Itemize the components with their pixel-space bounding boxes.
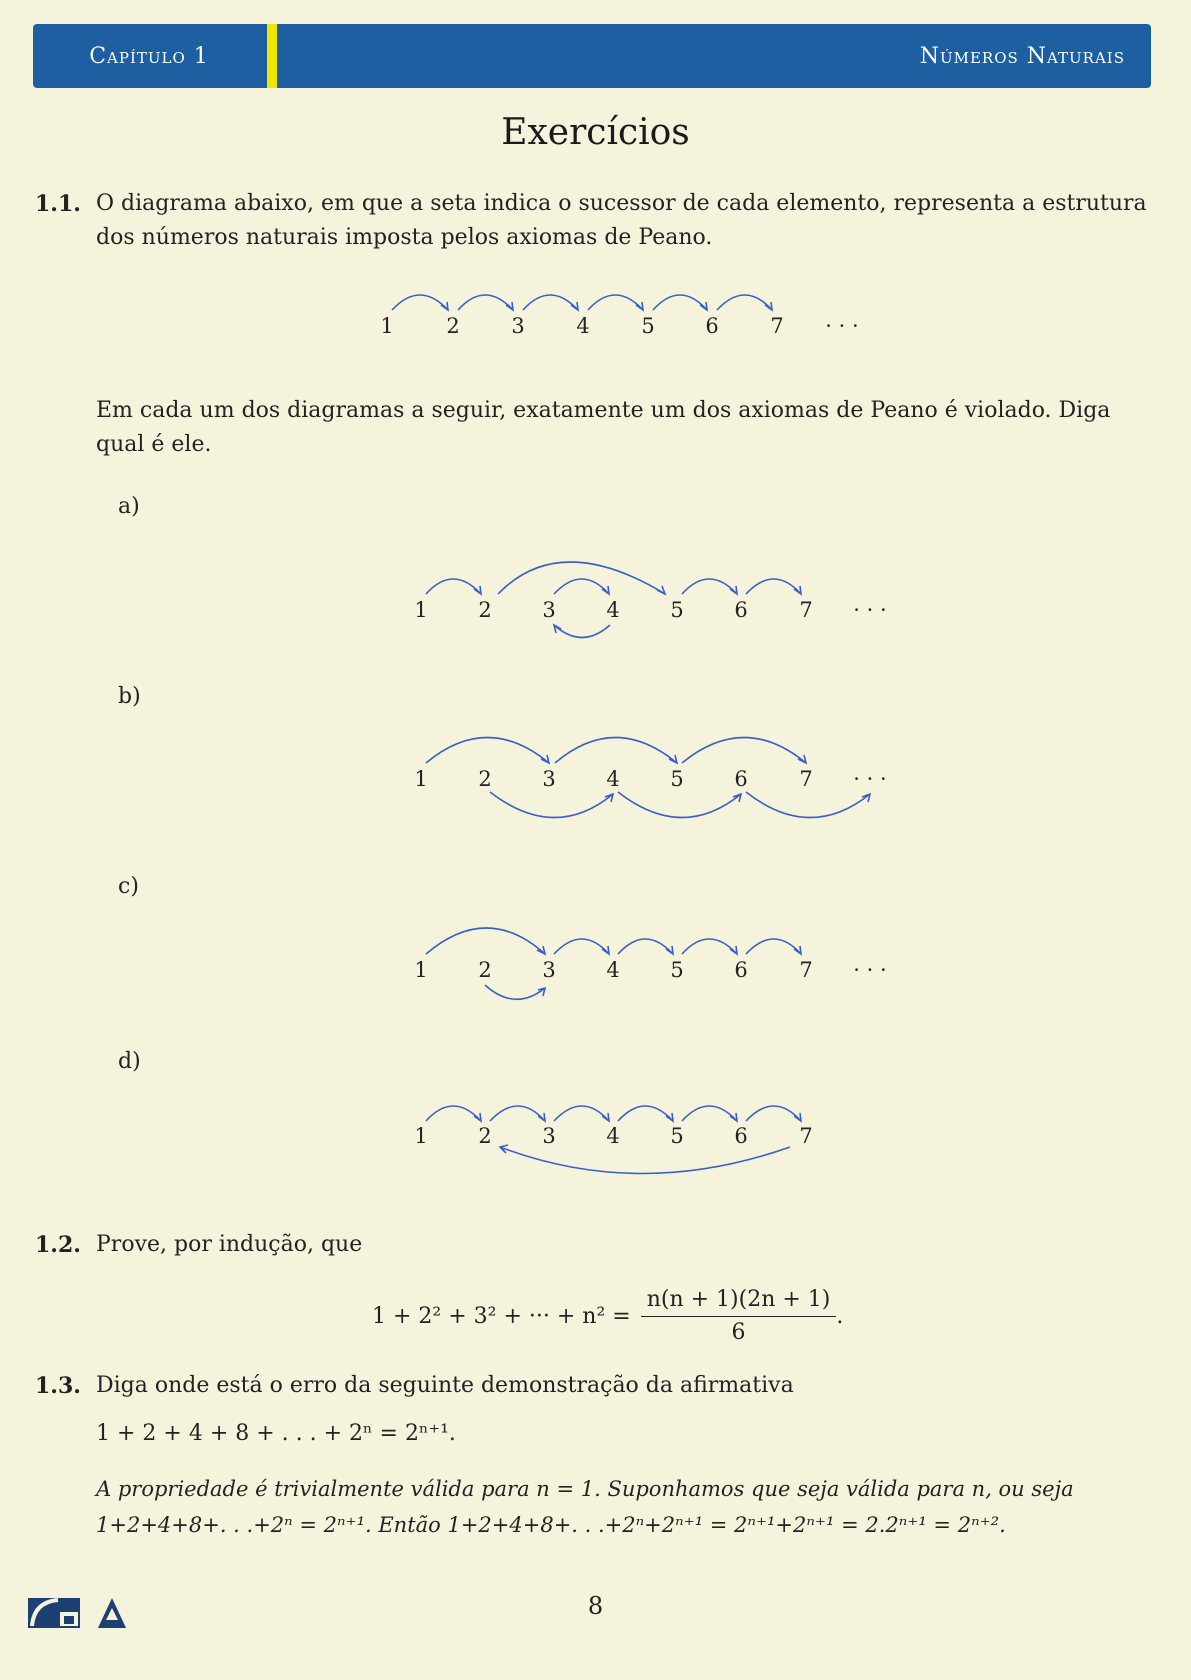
diagram-number: 1 [414, 767, 428, 791]
peano-diagram-b [0, 720, 1191, 830]
successor-arrow [618, 792, 741, 818]
section-label: Números Naturais [919, 43, 1125, 69]
diagram-number: 3 [542, 767, 556, 791]
diagram-number: 2 [478, 598, 492, 622]
peano-diagram-main [0, 280, 1191, 350]
successor-arrow [717, 295, 772, 310]
successor-arrow [653, 295, 707, 310]
formula-numerator: n(n + 1)(2n + 1) [641, 1284, 837, 1317]
diagram-label-a: a) [118, 494, 140, 519]
diagram-number: 5 [670, 598, 684, 622]
successor-arrow [682, 1106, 737, 1121]
successor-arrow [618, 939, 673, 954]
diagram-number: 5 [670, 958, 684, 982]
diagram-number: 3 [542, 1124, 556, 1148]
diagram-number: 6 [734, 1124, 748, 1148]
successor-arrow [523, 295, 578, 310]
successor-arrow [746, 1106, 801, 1121]
successor-arrow [554, 579, 609, 594]
exercise-1-3-statement: 1 + 2 + 4 + 8 + . . . + 2ⁿ = 2ⁿ⁺¹. [96, 1421, 456, 1446]
diagram-ellipsis: · · · [853, 767, 887, 791]
successor-arrow [746, 579, 801, 594]
successor-arrow [458, 295, 513, 310]
page-title: Exercícios [501, 112, 690, 153]
exercise-1-2-text: Prove, por indução, que [96, 1232, 363, 1257]
exercise-1-2-number: 1.2. [35, 1232, 81, 1258]
diagram-number: 2 [446, 314, 460, 338]
successor-arrow [498, 562, 665, 594]
diagram-number: 5 [670, 1124, 684, 1148]
successor-arrow [618, 1106, 673, 1121]
diagram-ellipsis: · · · [825, 314, 859, 338]
formula-denominator: 6 [731, 1319, 746, 1345]
diagram-number: 7 [799, 1124, 813, 1148]
diagram-number: 3 [511, 314, 525, 338]
successor-arrow [555, 738, 677, 764]
diagram-label-c: c) [118, 874, 139, 899]
exercise-1-1-intro: O diagrama abaixo, em que a seta indica o sucessor de cada elemento, representa a estrutura dos números naturais imposta pelos axiomas de Peano. [96, 191, 1147, 250]
diagram-number: 5 [641, 314, 655, 338]
diagram-number: 3 [542, 598, 556, 622]
successor-arrow [392, 295, 448, 310]
successor-arrow [490, 1106, 545, 1121]
diagram-number: 6 [734, 767, 748, 791]
formula-fraction [641, 1284, 837, 1349]
successor-arrow [426, 579, 481, 594]
diagram-number: 1 [414, 1124, 428, 1148]
diagram-number: 6 [734, 958, 748, 982]
chapter-header-bar [33, 24, 1151, 88]
successor-arrow [485, 985, 545, 999]
diagram-number: 7 [799, 598, 813, 622]
diagram-label-d: d) [118, 1049, 141, 1074]
exercise-1-3-proof-line-1: A propriedade é trivialmente válida para n = 1. Suponhamos que seja válida para n, ou seja [96, 1477, 1074, 1501]
successor-arrow [682, 579, 737, 594]
diagram-number: 1 [414, 598, 428, 622]
diagram-number: 3 [542, 958, 556, 982]
diagram-number: 7 [770, 314, 784, 338]
exercise-1-3-number: 1.3. [35, 1373, 81, 1399]
successor-arrow [426, 928, 545, 954]
diagram-number: 4 [606, 598, 620, 622]
diagram-number: 7 [799, 958, 813, 982]
successor-arrow [554, 1106, 609, 1121]
diagram-ellipsis: · · · [853, 958, 887, 982]
diagram-number: 2 [478, 958, 492, 982]
diagram-ellipsis: · · · [853, 598, 887, 622]
diagram-number: 4 [606, 767, 620, 791]
peano-diagram-d [0, 1085, 1191, 1195]
successor-arrow [746, 939, 801, 954]
diagram-number: 6 [705, 314, 719, 338]
header-stripe [267, 24, 277, 88]
diagram-number: 6 [734, 598, 748, 622]
peano-diagram-a [0, 550, 1191, 650]
sum-of-squares-formula [372, 1283, 843, 1349]
page-number: 8 [587, 1592, 604, 1620]
successor-arrow [682, 939, 737, 954]
diagram-label-b: b) [118, 684, 141, 709]
peano-diagram-c [0, 910, 1191, 1010]
diagram-number: 1 [414, 958, 428, 982]
successor-arrow [426, 738, 549, 764]
diagram-number: 4 [576, 314, 590, 338]
diagram-number: 5 [670, 767, 684, 791]
successor-arrow [500, 1145, 790, 1174]
successor-arrow [554, 625, 610, 638]
successor-arrow [490, 792, 613, 818]
successor-arrow [682, 738, 806, 764]
diagram-number: 4 [606, 1124, 620, 1148]
exercise-1-3-proof-line-2: 1+2+4+8+. . .+2ⁿ = 2ⁿ⁺¹. Então 1+2+4+8+. . .+2ⁿ+2ⁿ⁺¹ = 2ⁿ⁺¹+2ⁿ⁺¹ = 2.2ⁿ⁺¹ = 2ⁿ⁺². [96, 1513, 1006, 1537]
diagram-number: 4 [606, 958, 620, 982]
diagram-number: 2 [478, 767, 492, 791]
formula-left: 1 + 2² + 3² + ··· + n² = [372, 1303, 631, 1329]
successor-arrow [554, 939, 609, 954]
exercise-1-1-number: 1.1. [35, 191, 81, 217]
successor-arrow [746, 792, 870, 818]
diagram-number: 2 [478, 1124, 492, 1148]
exercise-1-1-question: Em cada um dos diagramas a seguir, exatamente um dos axiomas de Peano é violado. Diga qual é ele. [96, 398, 1111, 457]
diagram-number: 1 [380, 314, 394, 338]
exercise-1-3-text: Diga onde está o erro da seguinte demonstração da afirmativa [96, 1373, 794, 1398]
formula-period: . [836, 1303, 844, 1329]
successor-arrow [426, 1106, 481, 1121]
chapter-label: Capítulo 1 [89, 43, 209, 69]
diagram-number: 7 [799, 767, 813, 791]
successor-arrow [588, 295, 643, 310]
